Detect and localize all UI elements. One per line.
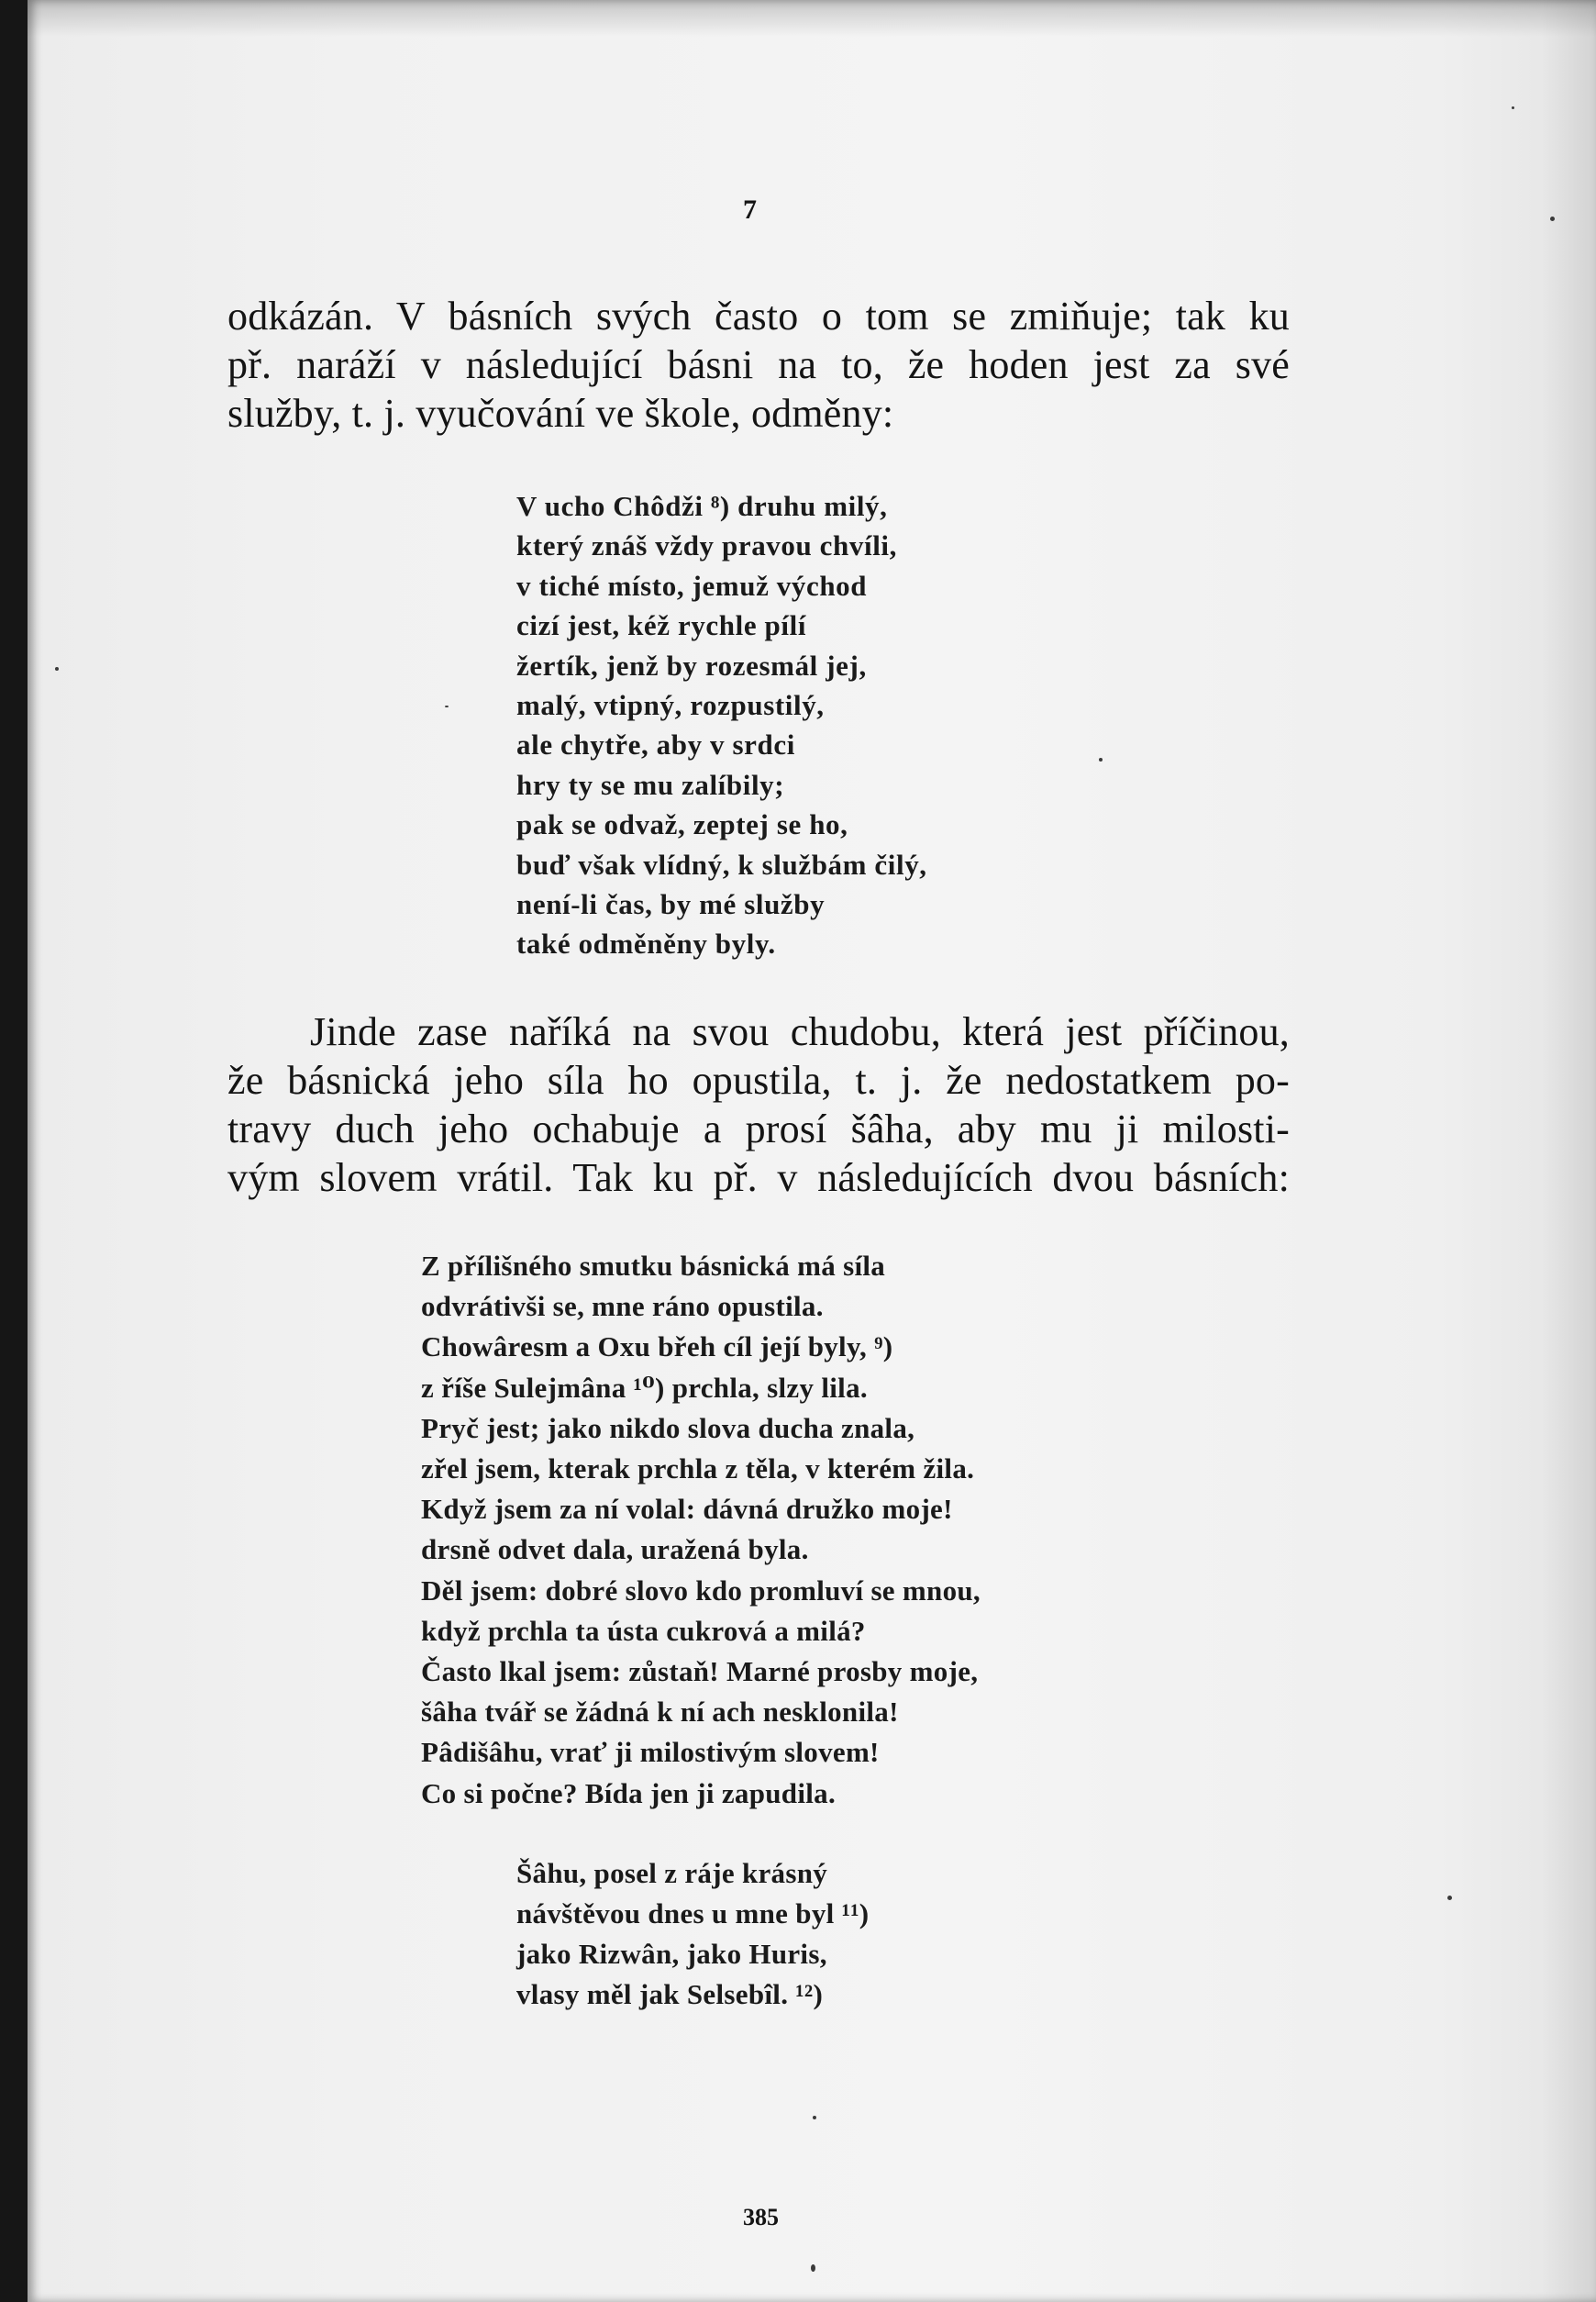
poem-2-verse: Z přílišného smutku básnická má síla bbox=[421, 1250, 886, 1282]
poem-2-verse: šâha tvář se žádná k ní ach nesklonila! bbox=[421, 1696, 899, 1729]
paragraph-1 bbox=[227, 292, 1290, 438]
poem-1-verse: cizí jest, kéž rychle pílí bbox=[516, 609, 807, 642]
paragraph-2-line: travy duch jeho ochabuje a prosí šâha, aby mu ji milosti- bbox=[227, 1107, 1290, 1151]
poem-2-verse: Co si počne? Bída jen ji zapudila. bbox=[421, 1776, 837, 1809]
scan-speck bbox=[445, 706, 449, 707]
poem-1-verse: buď však vlídný, k službám čilý, bbox=[516, 848, 927, 881]
poem-1-verse: hry ty se mu zalíbily; bbox=[516, 768, 785, 801]
scan-speck bbox=[1512, 106, 1514, 109]
poem-2-verse: odvrátivši se, mne ráno opustila. bbox=[421, 1290, 824, 1323]
poem-1-verse: ale chytře, aby v srdci bbox=[516, 728, 795, 762]
paragraph-1-line: odkázán. V básních svých často o tom se zmiňuje; tak ku bbox=[227, 294, 1290, 339]
poem-2-verse: z říše Sulejmâna ¹⁰) prchla, slzy lila. bbox=[421, 1371, 868, 1404]
poem-2-verse: Pryč jest; jako nikdo slova ducha znala, bbox=[421, 1411, 915, 1444]
poem-1-verse: v tiché místo, jemuž východ bbox=[516, 569, 868, 602]
paragraph-2 bbox=[227, 1007, 1290, 1202]
page-number: 7 bbox=[743, 195, 757, 225]
poem-2-verse: zřel jsem, kterak prchla z těla, v kterém žila. bbox=[421, 1452, 975, 1485]
poem-1-verse: žertík, jenž by rozesmál jej, bbox=[516, 649, 867, 682]
paragraph-2-line: že básnická jeho síla ho opustila, t. j. že nedostatkem po- bbox=[227, 1058, 1290, 1103]
poem-2-verse: Děl jsem: dobré slovo kdo promluví se mnou, bbox=[421, 1574, 981, 1607]
poem-1-verse: který znáš vždy pravou chvíli, bbox=[516, 529, 897, 562]
page-shadow-top bbox=[28, 0, 1596, 37]
poem-2-verse: Chowâresm a Oxu břeh cíl její byly, ⁹) bbox=[421, 1330, 893, 1363]
footer-page-number: 385 bbox=[743, 2204, 779, 2230]
poem-2-verse: Pâdišâhu, vrať ji milostivým slovem! bbox=[421, 1736, 880, 1769]
poem-2 bbox=[421, 1246, 981, 1814]
poem-1-verse: malý, vtipný, rozpustilý, bbox=[516, 689, 825, 722]
poem-1-verse: není-li čas, by mé služby bbox=[516, 888, 826, 921]
poem-1-verse: také odměněny byly. bbox=[516, 928, 776, 961]
poem-1-verse: V ucho Chôdži ⁸) druhu milý, bbox=[516, 490, 888, 522]
poem-3 bbox=[516, 1853, 869, 2015]
poem-1-verse: pak se odvaž, zeptej se ho, bbox=[516, 808, 848, 841]
poem-3-verse: Šâhu, posel z ráje krásný bbox=[516, 1857, 828, 1889]
poem-2-verse: Často lkal jsem: zůstaň! Marné prosby moje, bbox=[421, 1655, 979, 1688]
scan-speck bbox=[1550, 217, 1555, 221]
scan-speck bbox=[1099, 758, 1103, 762]
poem-2-verse: Když jsem za ní volal: dávná družko moje! bbox=[421, 1493, 953, 1526]
page-shadow-right bbox=[1541, 0, 1596, 2302]
paragraph-1-line: služby, t. j. vyučování ve škole, odměny: bbox=[227, 391, 894, 436]
scan-speck bbox=[811, 2264, 815, 2272]
paragraph-2-line: vým slovem vrátil. Tak ku př. v následujících dvou básních: bbox=[227, 1155, 1290, 1200]
paragraph-1-line: př. naráží v následující básni na to, že hoden jest za své bbox=[227, 342, 1290, 387]
scan-speck bbox=[55, 667, 59, 671]
poem-3-verse: vlasy měl jak Selsebîl. ¹²) bbox=[516, 1978, 824, 2010]
poem-2-verse: drsně odvet dala, uražená byla. bbox=[421, 1533, 809, 1566]
paragraph-2-line: Jinde zase naříká na svou chudobu, která jest příčinou, bbox=[310, 1009, 1290, 1054]
poem-3-verse: návštěvou dnes u mne byl ¹¹) bbox=[516, 1897, 870, 1929]
poem-1 bbox=[516, 486, 927, 964]
poem-3-verse: jako Rizwân, jako Huris, bbox=[516, 1938, 827, 1970]
scan-speck bbox=[1447, 1896, 1452, 1900]
scan-speck bbox=[813, 2116, 816, 2119]
poem-2-verse: když prchla ta ústa cukrová a milá? bbox=[421, 1614, 866, 1647]
